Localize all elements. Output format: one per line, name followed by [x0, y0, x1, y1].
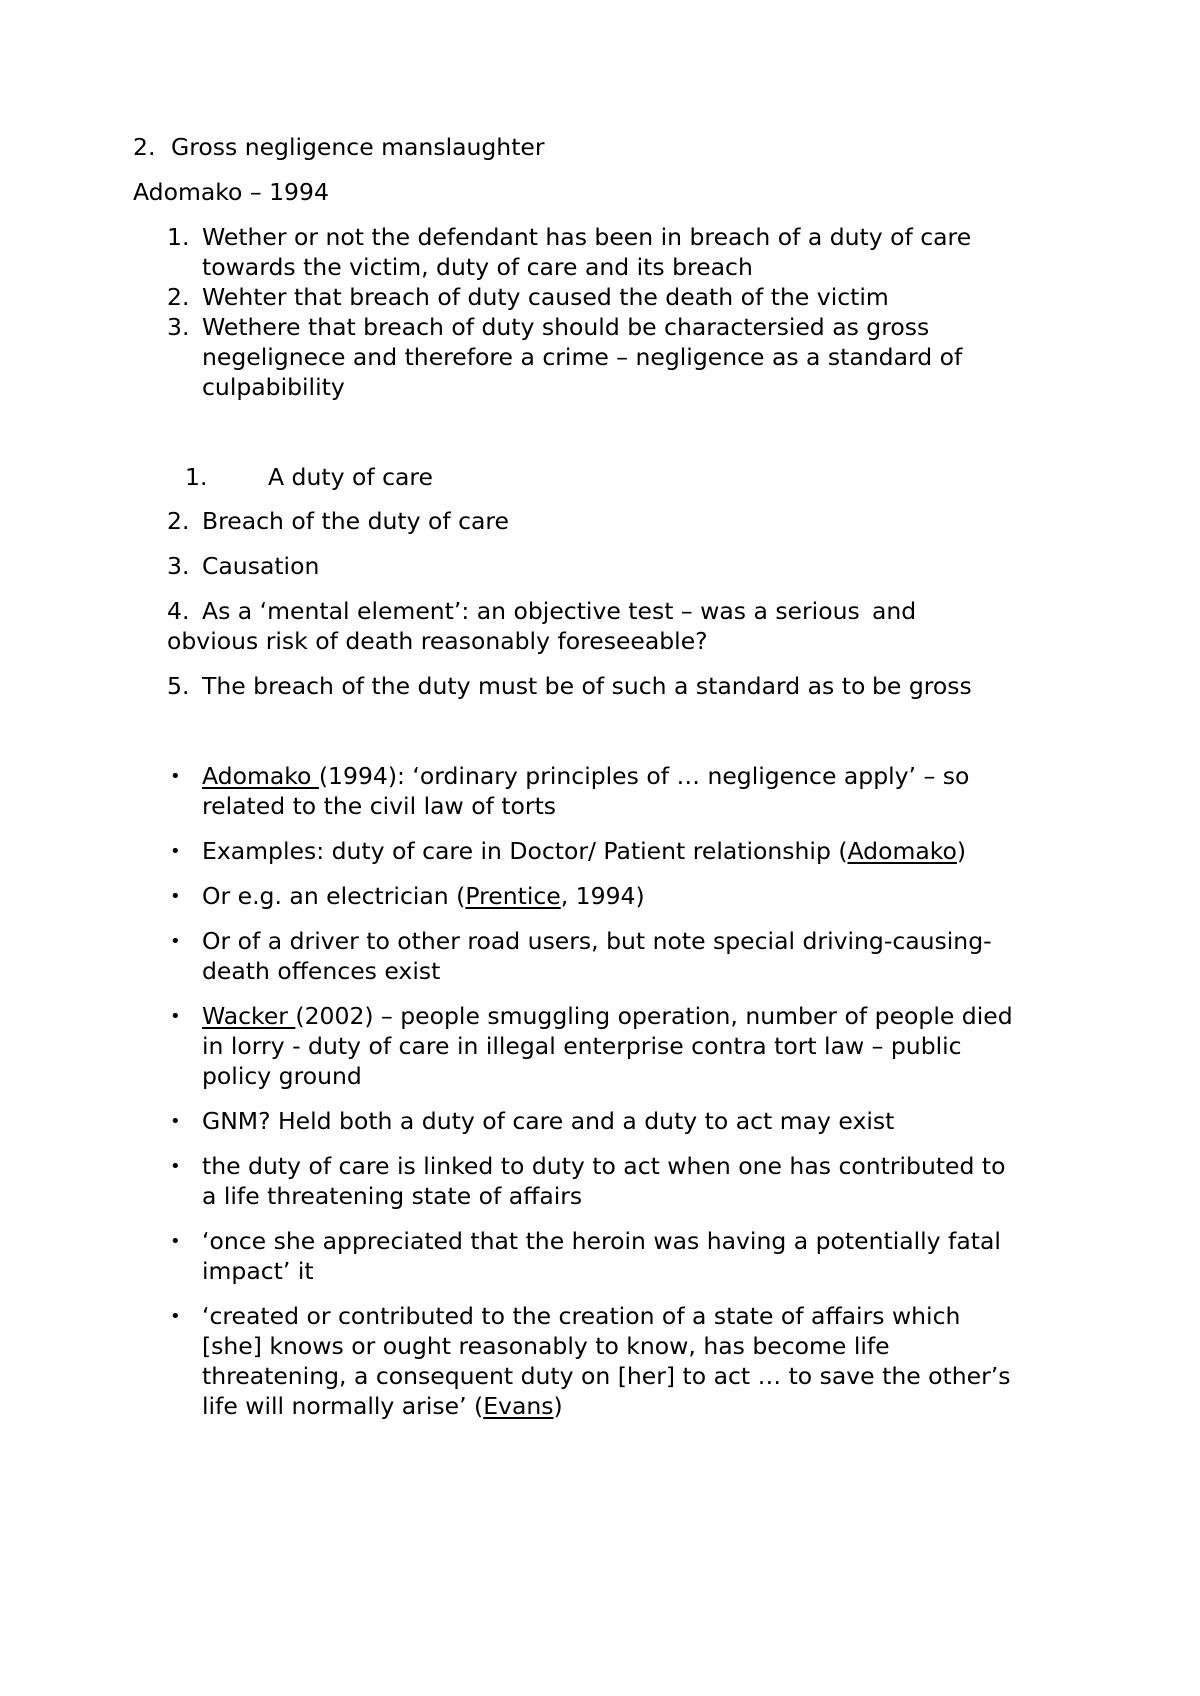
heading-number: 2.: [133, 133, 156, 161]
list-item-text: and: [872, 597, 917, 625]
list-item-text: [she] knows or ought reasonably to know, has become life: [202, 1332, 890, 1360]
list-item-text: Examples: duty of care in Doctor/ Patient relationship (: [202, 837, 848, 865]
case-name: Wacker: [202, 1002, 296, 1030]
case-name: Adomako: [202, 762, 319, 790]
list-item-text: ‘once she appreciated that the heroin was having a potentially fatal: [202, 1227, 1001, 1255]
list-item: [202, 880, 645, 913]
list-item-text: (2002) – people smuggling operation, number of people died: [295, 1002, 1013, 1030]
list-item-text: ): [553, 1392, 563, 1420]
list-number: 3.: [167, 313, 190, 341]
list-item-text: obvious risk of death reasonably foreseeable?: [167, 627, 708, 655]
list-item-text: The breach of the duty must be of such a standard as to: [202, 672, 866, 700]
list-number: 3.: [167, 552, 190, 580]
list-item-text: Or e.g. an electrician (: [202, 882, 466, 910]
list-item: [202, 1000, 1013, 1033]
list-number: 2.: [167, 507, 190, 535]
bullet-icon: •: [170, 1306, 181, 1327]
list-item-text: Breach of the duty of care: [202, 507, 510, 535]
list-item-text: negelignece and therefore a crime – negligence as a standard of: [202, 343, 963, 371]
bullet-icon: •: [170, 1231, 181, 1252]
case-name: Evans: [483, 1392, 554, 1420]
list-number: 1.: [167, 223, 190, 251]
case-reference: Adomako – 1994: [133, 178, 329, 206]
list-number: 1.: [185, 463, 208, 491]
list-item-text: Wehter that breach of duty caused the death of the victim: [202, 283, 889, 311]
list-item-text: in lorry - duty of care in illegal enterprise contra tort law – public: [202, 1032, 962, 1060]
bullet-icon: •: [170, 841, 181, 862]
list-item-text: culpabibility: [202, 373, 345, 401]
list-item-text: Wethere that breach of duty should be charactersied as gross: [202, 313, 930, 341]
list-item-text: Causation: [202, 552, 320, 580]
bullet-icon: •: [170, 1006, 181, 1027]
list-item: [202, 760, 969, 793]
list-item-text: As a ‘mental element’: an objective test – was a serious: [202, 597, 860, 625]
list-item-text: (1994): ‘ordinary principles of … negligence apply’ – so: [318, 762, 970, 790]
list-number: 2.: [167, 283, 190, 311]
list-item-text: Or of a driver to other road users, but note special driving-causing-: [202, 927, 992, 955]
list-item: [202, 1390, 563, 1423]
bullet-icon: •: [170, 1111, 181, 1132]
list-item-text: , 1994): [560, 882, 645, 910]
list-item-text: be gross: [872, 672, 972, 700]
bullet-icon: •: [170, 1156, 181, 1177]
list-item-text: A duty of care: [268, 463, 433, 491]
list-number: 4.: [167, 597, 190, 625]
list-item-text: related to the civil law of torts: [202, 792, 557, 820]
list-item-text: impact’ it: [202, 1257, 314, 1285]
list-item-text: life will normally arise’ (: [202, 1392, 484, 1420]
list-item-text: ‘created or contributed to the creation of a state of affairs which: [202, 1302, 961, 1330]
list-item-text: death offences exist: [202, 957, 441, 985]
case-name: Prentice: [465, 882, 561, 910]
page-title: Gross negligence manslaughter: [171, 133, 545, 161]
case-name: Adomako: [847, 837, 957, 865]
list-item-text: threatening, a consequent duty on [her] to act … to save the other’s: [202, 1362, 1011, 1390]
list-item: [202, 835, 966, 868]
list-item-text: policy ground: [202, 1062, 362, 1090]
list-item-text: GNM? Held both a duty of care and a duty to act may exist: [202, 1107, 895, 1135]
list-item-text: ): [956, 837, 967, 865]
bullet-icon: •: [170, 886, 181, 907]
list-number: 5.: [167, 672, 190, 700]
list-item-text: a life threatening state of affairs: [202, 1182, 583, 1210]
list-item-text: towards the victim, duty of care and its breach: [202, 253, 753, 281]
bullet-icon: •: [170, 931, 181, 952]
list-item-text: the duty of care is linked to duty to act when one has contributed to: [202, 1152, 1006, 1180]
list-item-text: Wether or not the defendant has been in breach of a duty of care: [202, 223, 972, 251]
bullet-icon: •: [170, 766, 181, 787]
